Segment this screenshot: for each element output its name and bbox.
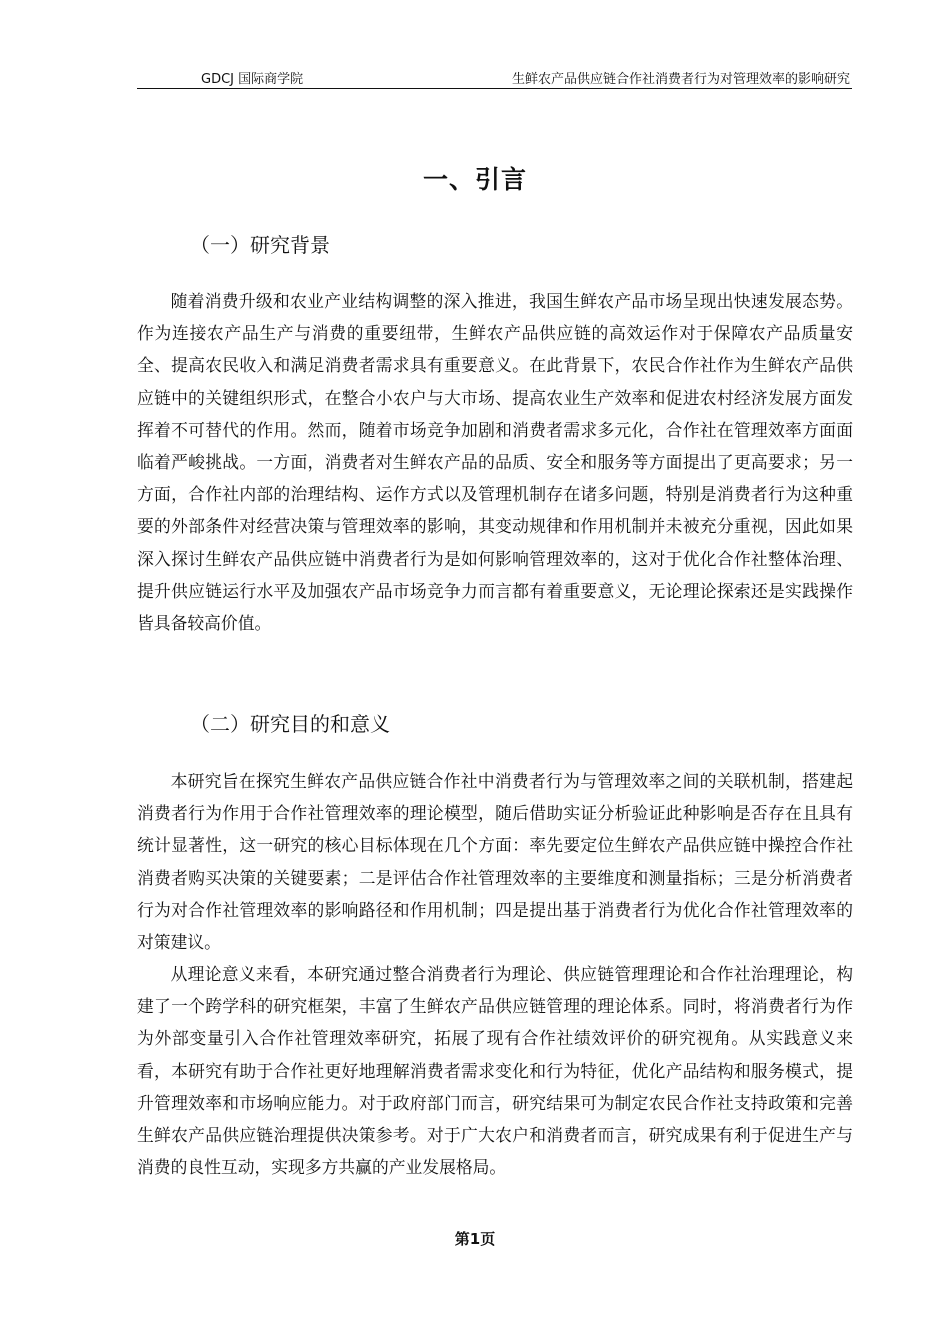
section-heading-background: （一）研究背景 [190,233,330,257]
header-paper-title: 生鲜农产品供应链合作社消费者行为对管理效率的影响研究 [511,72,850,87]
chapter-title: 一、引言 [422,165,527,194]
paragraph-purpose: 本研究旨在探究生鲜农产品供应链合作社中消费者行为与管理效率之间的关联机制，搭建起消费者行为作用于合作社管理效率的理论模型，随后借助实证分析验证此种影响是否存在且具有统计显著性，这一研究的核心目标体现在几个方面：率先要定位生鲜农产品供应链中操控合作社消费者购买决策的关键要素；二是评估合作社管理效率的主要维度和测量指标；三是分析消费者行为对合作社管理效率的影响路径和作用机制；四是提出基于消费者行为优化合作社管理效率的对策建议。 [137,771,853,953]
paragraph-significance: 从理论意义来看，本研究通过整合消费者行为理论、供应链管理理论和合作社治理理论，构建了一个跨学科的研究框架，丰富了生鲜农产品供应链管理的理论体系。同时，将消费者行为作为外部变量引入合作社管理效率研究，拓展了现有合作社绩效评价的研究视角。从实践意义来看，本研究有助于合作社更好地理解消费者需求变化和行为特征，优化产品结构和服务模式，提升管理效率和市场响应能力。对于政府部门而言，研究结果可为制定农民合作社支持政策和完善生鲜农产品供应链治理提供决策参考。对于广大农户和消费者而言，研究成果有利于促进生产与消费的良性互动，实现多方共赢的产业发展格局。 [137,964,853,1178]
section-heading-purpose: （二）研究目的和意义 [190,712,390,736]
paragraph-background: 随着消费升级和农业产业结构调整的深入推进，我国生鲜农产品市场呈现出快速发展态势。作为连接农产品生产与消费的重要纽带，生鲜农产品供应链的高效运作对于保障农产品质量安全、提高农民收入和满足消费者需求具有重要意义。在此背景下，农民合作社作为生鲜农产品供应链中的关键组织形式，在整合小农户与大市场、提高农业生产效率和促进农村经济发展方面发挥着不可替代的作用。然而，随着市场竞争加剧和消费者需求多元化，合作社在管理效率方面面临着严峻挑战。一方面，消费者对生鲜农产品的品质、安全和服务等方面提出了更高要求；另一方面，合作社内部的治理结构、运作方式以及管理机制存在诸多问题，特别是消费者行为这种重要的外部条件对经营决策与管理效率的影响，其变动规律和作用机制并未被充分重视，因此如果深入探讨生鲜农产品供应链中消费者行为是如何影响管理效率的，这对于优化合作社整体治理、提升供应链运行水平及加强农产品市场竞争力而言都有着重要意义，无论理论探索还是实践操作皆具备较高价值。 [137,291,853,634]
page-number: 第1页 [454,1230,496,1248]
page-header [137,66,852,89]
header-institution: GDCJ 国际商学院 [201,72,304,87]
